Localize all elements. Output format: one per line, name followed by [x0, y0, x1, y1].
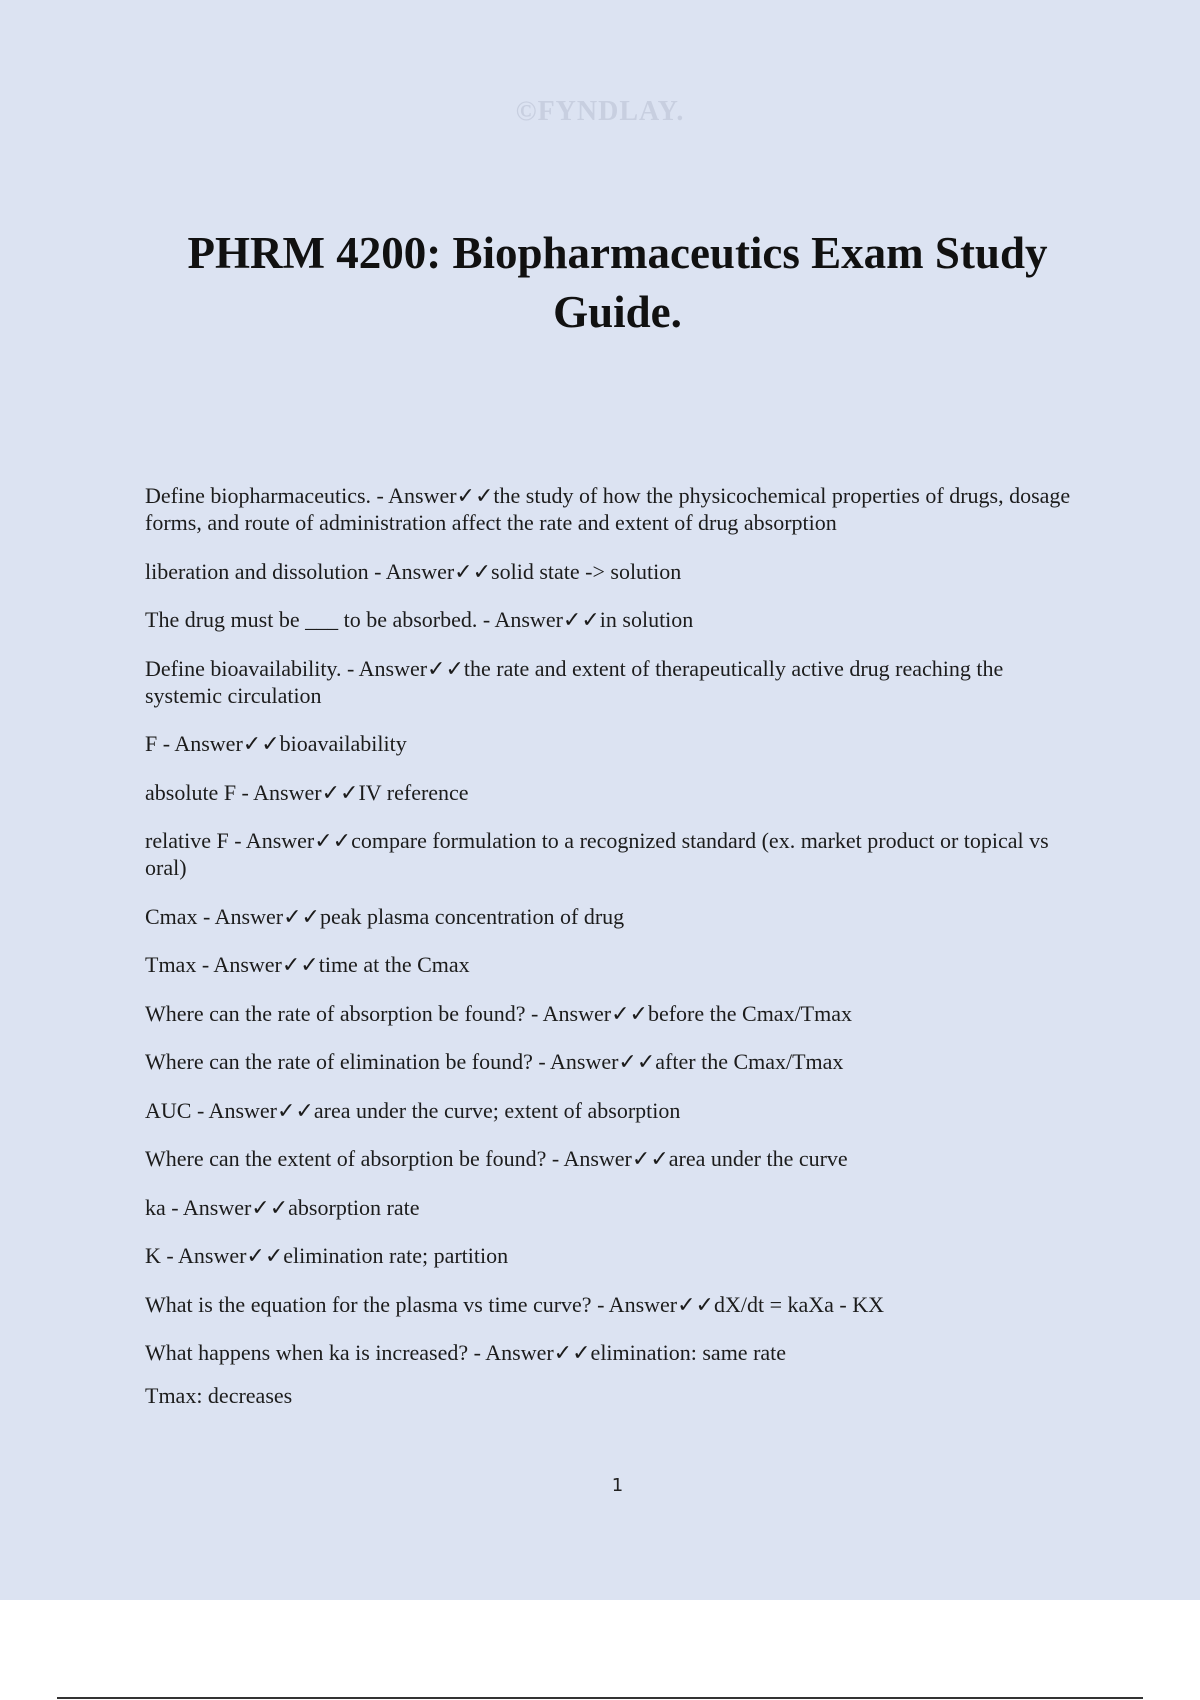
- qa-item: Define biopharmaceutics. - Answer✓✓the study of how the physicochemical properties of drugs, dosage forms, and route of administration affect the rate and extent of drug absorption: [145, 483, 1071, 535]
- qa-item: relative F - Answer✓✓compare formulation to a recognized standard (ex. market product or topical vs oral): [145, 828, 1049, 880]
- qa-item: absolute F - Answer✓✓IV reference: [145, 779, 469, 805]
- qa-item-continuation: Tmax: decreases: [145, 1383, 293, 1408]
- qa-item: AUC - Answer✓✓area under the curve; extent of absorption: [145, 1097, 681, 1123]
- page-number: 1: [611, 1475, 624, 1496]
- qa-item: Tmax - Answer✓✓time at the Cmax: [145, 952, 470, 977]
- qa-item: liberation and dissolution - Answer✓✓solid state -> solution: [145, 558, 682, 584]
- qa-item: Where can the extent of absorption be found? - Answer✓✓area under the curve: [145, 1146, 848, 1171]
- qa-item: Where can the rate of elimination be found? - Answer✓✓after the Cmax/Tmax: [145, 1049, 844, 1074]
- footer-divider: [57, 1697, 1143, 1699]
- qa-item: F - Answer✓✓bioavailability: [145, 731, 407, 756]
- document-title: PHRM 4200: Biopharmaceutics Exam Study Guide.: [187, 228, 1048, 337]
- qa-list: [145, 482, 1075, 1431]
- qa-item: What happens when ka is increased? - Answer✓✓elimination: same rate: [145, 1340, 787, 1365]
- qa-item: What is the equation for the plasma vs time curve? - Answer✓✓dX/dt = kaXa - KX: [145, 1291, 885, 1317]
- watermark: ©FYNDLAY.: [515, 96, 685, 127]
- qa-item: Define bioavailability. - Answer✓✓the rate and extent of therapeutically active drug reaching the systemic circulation: [145, 655, 1004, 708]
- qa-item: K - Answer✓✓elimination rate; partition: [145, 1243, 509, 1268]
- qa-item: The drug must be ___ to be absorbed. - Answer✓✓in solution: [145, 607, 694, 632]
- qa-item: ka - Answer✓✓absorption rate: [145, 1194, 420, 1220]
- qa-item: Cmax - Answer✓✓peak plasma concentration of drug: [145, 903, 625, 929]
- qa-item: Where can the rate of absorption be found? - Answer✓✓before the Cmax/Tmax: [145, 1000, 852, 1026]
